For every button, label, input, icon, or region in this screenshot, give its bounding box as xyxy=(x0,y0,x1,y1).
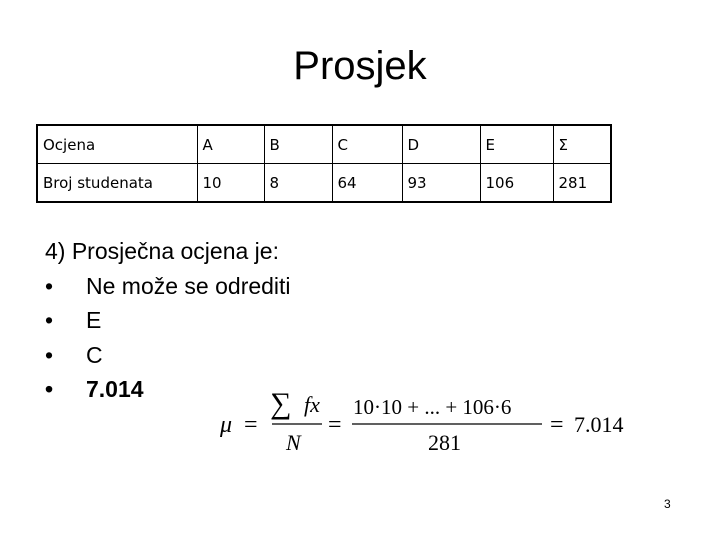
equals-sign: = xyxy=(244,412,258,438)
row-label: Ocjena xyxy=(37,125,197,164)
mu-symbol: μ xyxy=(220,412,233,438)
equals-sign: = xyxy=(550,412,564,438)
bullet: • xyxy=(45,307,54,333)
table-cell: 93 xyxy=(402,164,480,203)
table-cell: C xyxy=(332,125,402,164)
numerator: 10·10 + ... + 106·6 xyxy=(353,395,512,419)
result-value: 7.014 xyxy=(574,412,624,437)
table-cell: 10 xyxy=(197,164,264,203)
fx-term: fx xyxy=(304,392,320,417)
mean-formula xyxy=(218,380,648,460)
row-label: Broj studenata xyxy=(37,164,197,203)
table-row xyxy=(37,164,611,203)
table-cell: E xyxy=(480,125,553,164)
option-label: Ne može se odrediti xyxy=(86,272,291,299)
slide-title: Prosjek xyxy=(293,44,427,88)
slide-number: 3 xyxy=(664,497,671,511)
bullet: • xyxy=(45,272,54,299)
table-cell: 8 xyxy=(264,164,332,203)
option-label: 7.014 xyxy=(86,376,144,402)
option-item xyxy=(45,338,291,373)
n-term: N xyxy=(286,430,301,455)
option-item xyxy=(45,269,291,304)
option-label: C xyxy=(86,341,103,368)
table-cell: 281 xyxy=(553,164,611,203)
denominator: 281 xyxy=(428,430,461,455)
grades-table xyxy=(36,124,612,203)
table-cell: 106 xyxy=(480,164,553,203)
table-cell: 64 xyxy=(332,164,402,203)
table-cell: A xyxy=(197,125,264,164)
equals-sign: = xyxy=(328,412,342,438)
table-cell: Σ xyxy=(553,125,611,164)
table-row xyxy=(37,125,611,164)
table-cell: D xyxy=(402,125,480,164)
table-cell: B xyxy=(264,125,332,164)
sum-symbol: ∑ xyxy=(270,387,292,420)
option-label: E xyxy=(86,307,102,333)
bullet: • xyxy=(45,341,54,368)
question-text: 4) Prosječna ocjena je: xyxy=(45,238,279,264)
bullet: • xyxy=(45,376,54,402)
option-item xyxy=(45,303,291,338)
